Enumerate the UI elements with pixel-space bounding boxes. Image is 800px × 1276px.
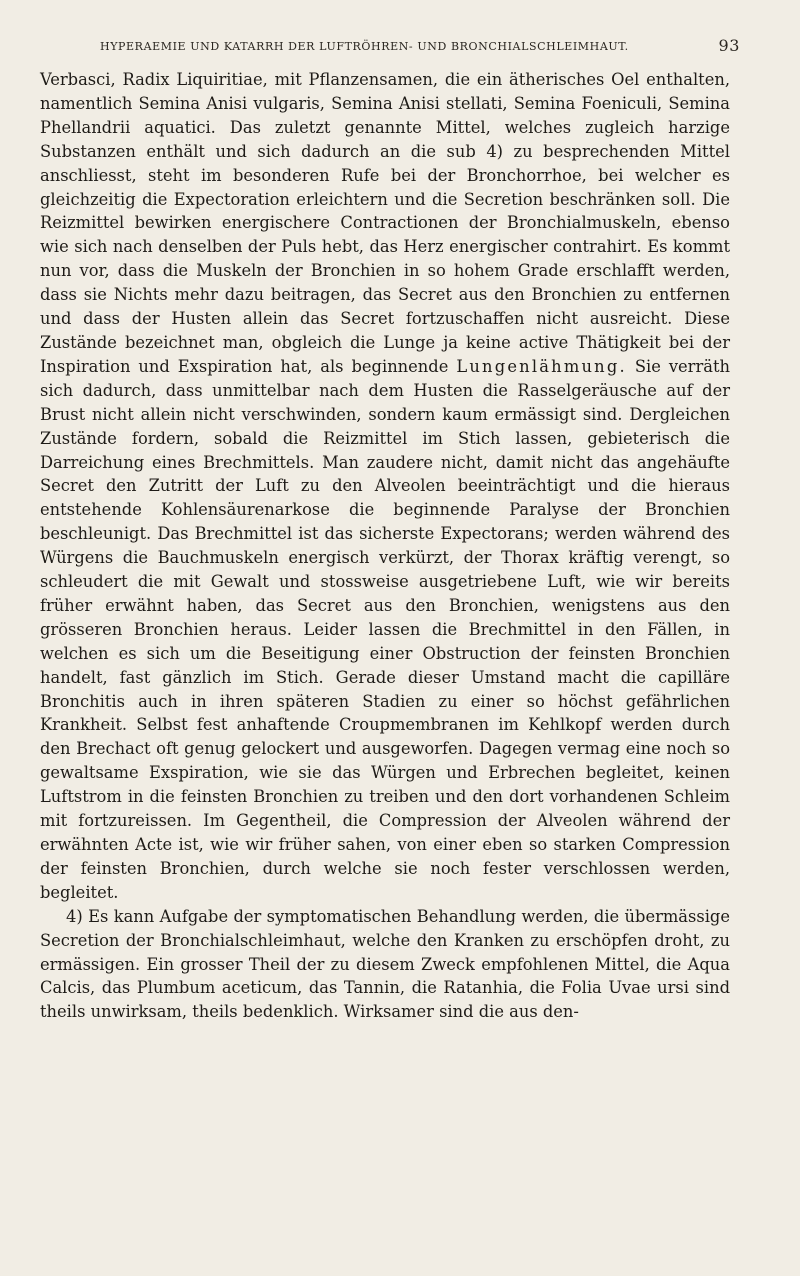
body-text <box>40 68 730 1024</box>
emphasis-term: Lungenlähmung. <box>456 356 627 376</box>
paragraph-2: 4) Es kann Aufgabe der symptomatischen Behandlung werden, die übermässige Secretion der Bronchialschleimhaut, welche den Kranken zu erschöpfen droht, zu ermässigen. Ein grosser Theil der zu diesem Zweck empfohlenen Mittel, die Aqua Calcis, das Plumbum aceticum, das Tannin, die Ratanhia, die Folia Uvae ursi sind theils unwirksam, theils bedenklich. Wirksamer sind die aus den- <box>40 906 730 1022</box>
running-header <box>100 36 740 55</box>
page-number: 93 <box>718 36 740 55</box>
paragraph-1-part-b: Sie verräth sich dadurch, dass unmittelbar nach dem Husten die Rasselgeräusche auf der Brust nicht allein nicht verschwinden, sondern kaum ermässigt sind. Dergleichen Zustände fordern, sobald die Reizmittel im Stich lassen, gebieterisch die Darreichung eines Brechmittels. Man zaudere nicht, damit nicht das angehäufte Secret den Zutritt der Luft zu den Alveolen beeinträchtigt und die hieraus entstehende Kohlensäurenarkose die beginnende Paralyse der Bronchien beschleunigt. Das Brechmittel ist das sicherste Expectorans; werden während des Würgens die Bauchmuskeln energisch verkürzt, der Thorax kräftig verengt, so schleudert die mit Gewalt und stossweise ausgetriebene Luft, wie wir bereits früher erwähnt haben, das Secret aus den Bronchien, wenigstens aus den grösseren Bronchien heraus. Leider lassen die Brechmittel in den Fällen, in welchen es sich um die Beseitigung einer Obstruction der feinsten Bronchien handelt, fast gänzlich im Stich. Gerade dieser Umstand macht die capilläre Bronchitis auch in ihren späteren Stadien zu einer so höchst gefährlichen Krankheit. Selbst fest anhaftende Croupmembranen im Kehlkopf werden durch den Brechact oft genug gelockert und ausgeworfen. Dagegen vermag eine noch so gewaltsame Exspiration, wie sie das Würgen und Erbrechen begleitet, keinen Luftstrom in die feinsten Bronchien zu treiben und den dort vorhandenen Schleim mit fortzureissen. Im Gegentheil, die Compression der Alveolen während der erwähnten Acte ist, wie wir früher sahen, von einer eben so starken Compression der feinsten Bronchien, durch welche sie noch fester verschlossen werden, begleitet. <box>40 356 730 902</box>
paragraph-1-part-a: Verbasci, Radix Liquiritiae, mit Pflanzensamen, die ein ätherisches Oel enthalten, namentlich Semina Anisi vulgaris, Semina Anisi stellati, Semina Foeniculi, Semina Phellandrii aquatici. Das zuletzt genannte Mittel, welches zugleich harzige Substanzen enthält und sich dadurch an die sub 4) zu besprechenden Mittel anschliesst, steht im besonderen Rufe bei der Bronchorrhoe, bei welcher es gleichzeitig die Expectoration erleichtern und die Secretion beschränken soll. Die Reizmittel bewirken energischere Contractionen der Bronchialmuskeln, ebenso wie sich nach denselben der Puls hebt, das Herz energischer contrahirt. Es kommt nun vor, dass die Muskeln der Bronchien in so hohem Grade erschlafft werden, dass sie Nichts mehr dazu beitragen, das Secret aus den Bronchien zu entfernen und dass der Husten allein das Secret fortzuschaffen nicht ausreicht. Diese Zustände bezeichnet man, obgleich die Lunge ja keine active Thätigkeit bei der Inspiration und Exspiration hat, als beginnende <box>40 70 730 376</box>
paragraph-1 <box>40 68 730 905</box>
running-title: HYPERAEMIE UND KATARRH DER LUFTRÖHREN- UND BRONCHIALSCHLEIMHAUT. <box>100 40 629 53</box>
